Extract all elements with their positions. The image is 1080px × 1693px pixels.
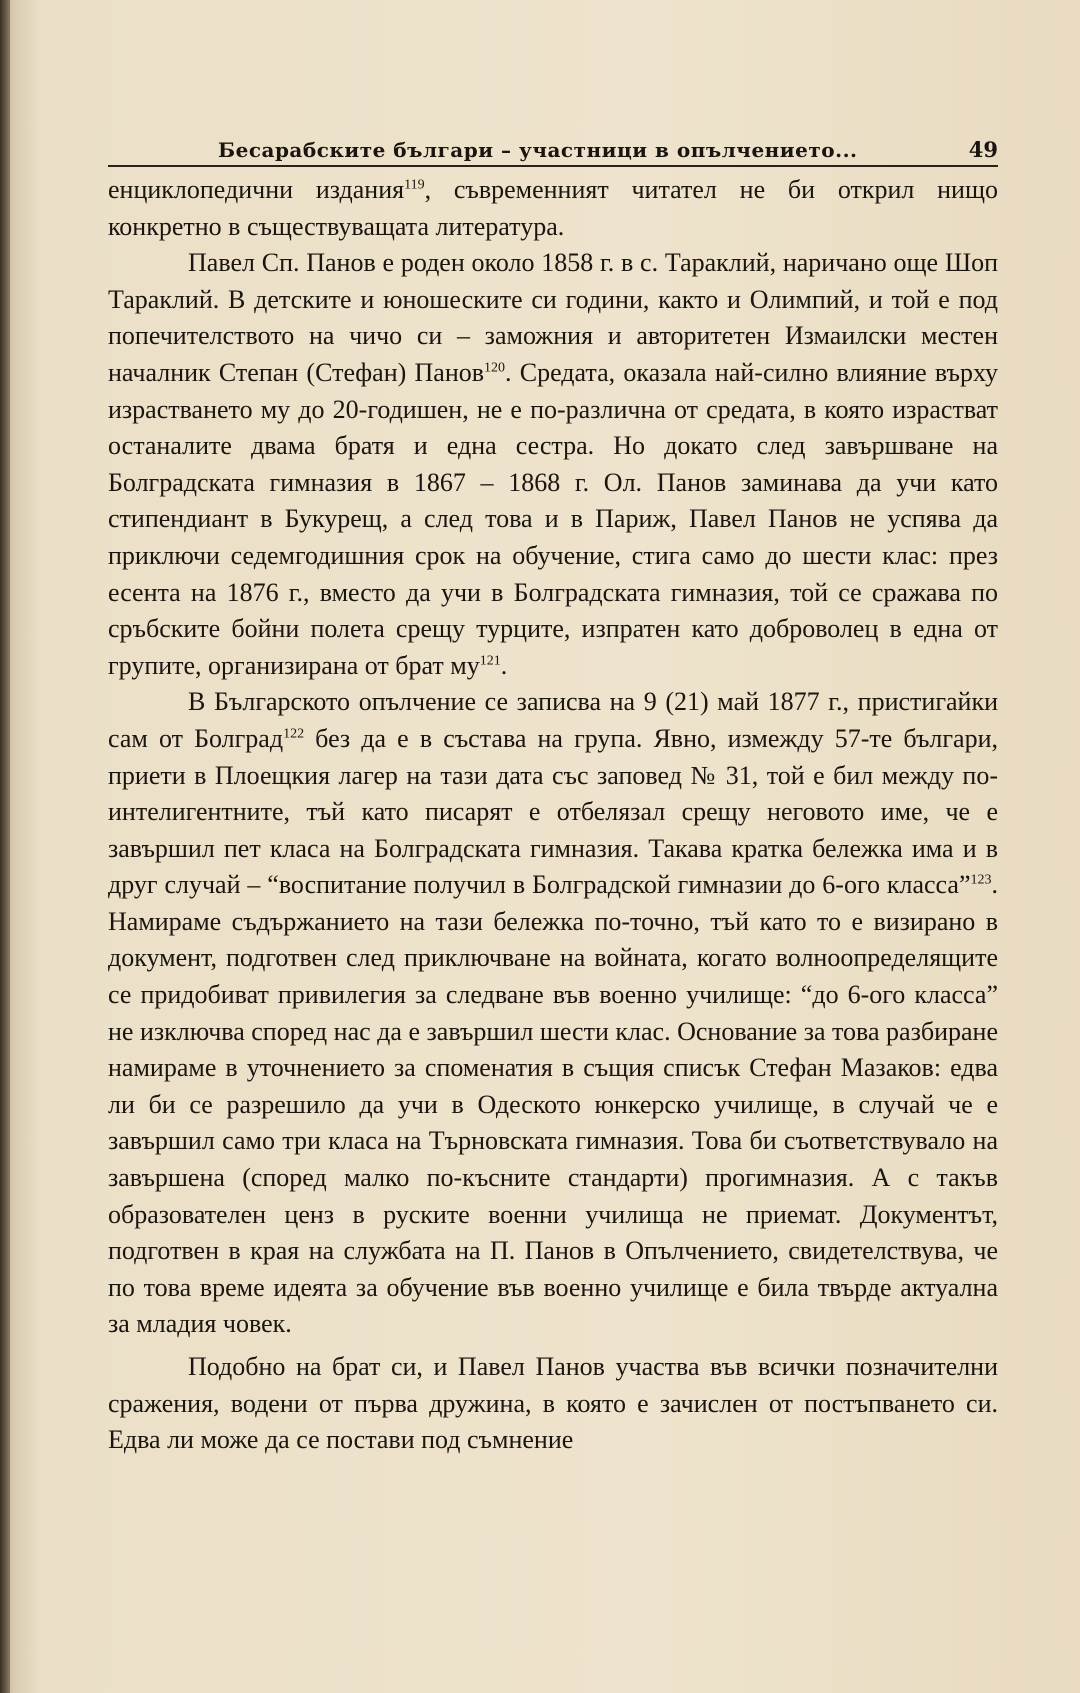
book-spine-shadow (0, 0, 10, 1693)
paragraph: Подобно на брат си, и Павел Панов участва във всички позначителни сражения, водени от първа дружина, в която е зачислен от постъпването си. Едва ли може да се постави под съмнение (108, 1352, 998, 1455)
footnote-ref: 119 (404, 177, 425, 193)
paragraph: В Българското опълчение се записва на 9 (21) май 1877 г., пристигайки сам от Болград$^{122}$ без да е в състава на група. Явно, измежду 57-те българи, приети в Плоещкия лагер на тази дата със заповед № 31, той е бил между по-интелигентните, тъй като писарят е отбелязал срещу неговото име, че е завършил пет класа на Болградската гимназия. Такава кратка бележка има и в друг случай – “воспитание получил в Болградской гимназии до 6-ого класса”$^{123}$. Намираме съдържанието на тази бележка по-точно, тъй като то е визирано в документ, подготвен след приключване на войната, когато волноопределящите се придобиват привилегия за следване във военно училище: “до 6-ого класса” не изключва според нас да е завършил шести клас. Основание за това разбиране намираме в уточнението за споменатия в същия списък Стефан Мазаков: едва ли би се разрешило да учи в Одеското юнкерско училище, в случай че е завършил само три класа на Търновската гимназия. Това би съответствувало на завършена (според малко по-късните стандарти) прогимназия. А с такъв образователен ценз в руските военни училища не приемат. Документът, подготвен в края на службата на П. Панов в Опълчението, свидетелствува, че по това време идеята за обучение във военно училище е била твърде актуална за младия човек. (108, 687, 998, 1339)
body-text (108, 172, 998, 1459)
running-header-title: Бесарабските българи – участници в опълчението... (218, 138, 858, 162)
page-number: 49 (968, 137, 998, 162)
paragraph: енциклопедични издания$^{119}$, съвременният читател не би открил нищо конкретно в съществуващата литература. (108, 175, 998, 241)
header-rule (108, 165, 998, 167)
footnote-ref: 122 (283, 726, 305, 742)
running-header (108, 128, 998, 162)
footnote-ref: 120 (484, 360, 506, 376)
paragraph: Павел Сп. Панов е роден около 1858 г. в с. Тараклий, наричано още Шоп Тараклий. В детските и юношеските си години, както и Олимпий, и той е под попечителството на чичо си – заможния и авторитетен Измаилски местен началник Степан (Стефан) Панов$^{120}$. Средата, оказала най-силно влияние върху израстването му до 20-годишен, не е по-различна от средата, в която израстват останалите двама братя и една сестра. Но докато след завършване на Болградската гимназия в 1867 – 1868 г. Ол. Панов заминава да учи като стипендиант в Букурещ, а след това и в Париж, Павел Панов не успява да приключи седемгодишния срок на обучение, стига само до шести клас: през есента на 1876 г., вместо да учи в Болградската гимназия, той се сражава по сръбските бойни полета срещу турците, изпратен като доброволец в една от групите, организирана от брат $му^{121}$. (108, 248, 998, 680)
footnote-ref: 121 (479, 653, 501, 669)
footnote-ref: 123 (970, 872, 992, 888)
